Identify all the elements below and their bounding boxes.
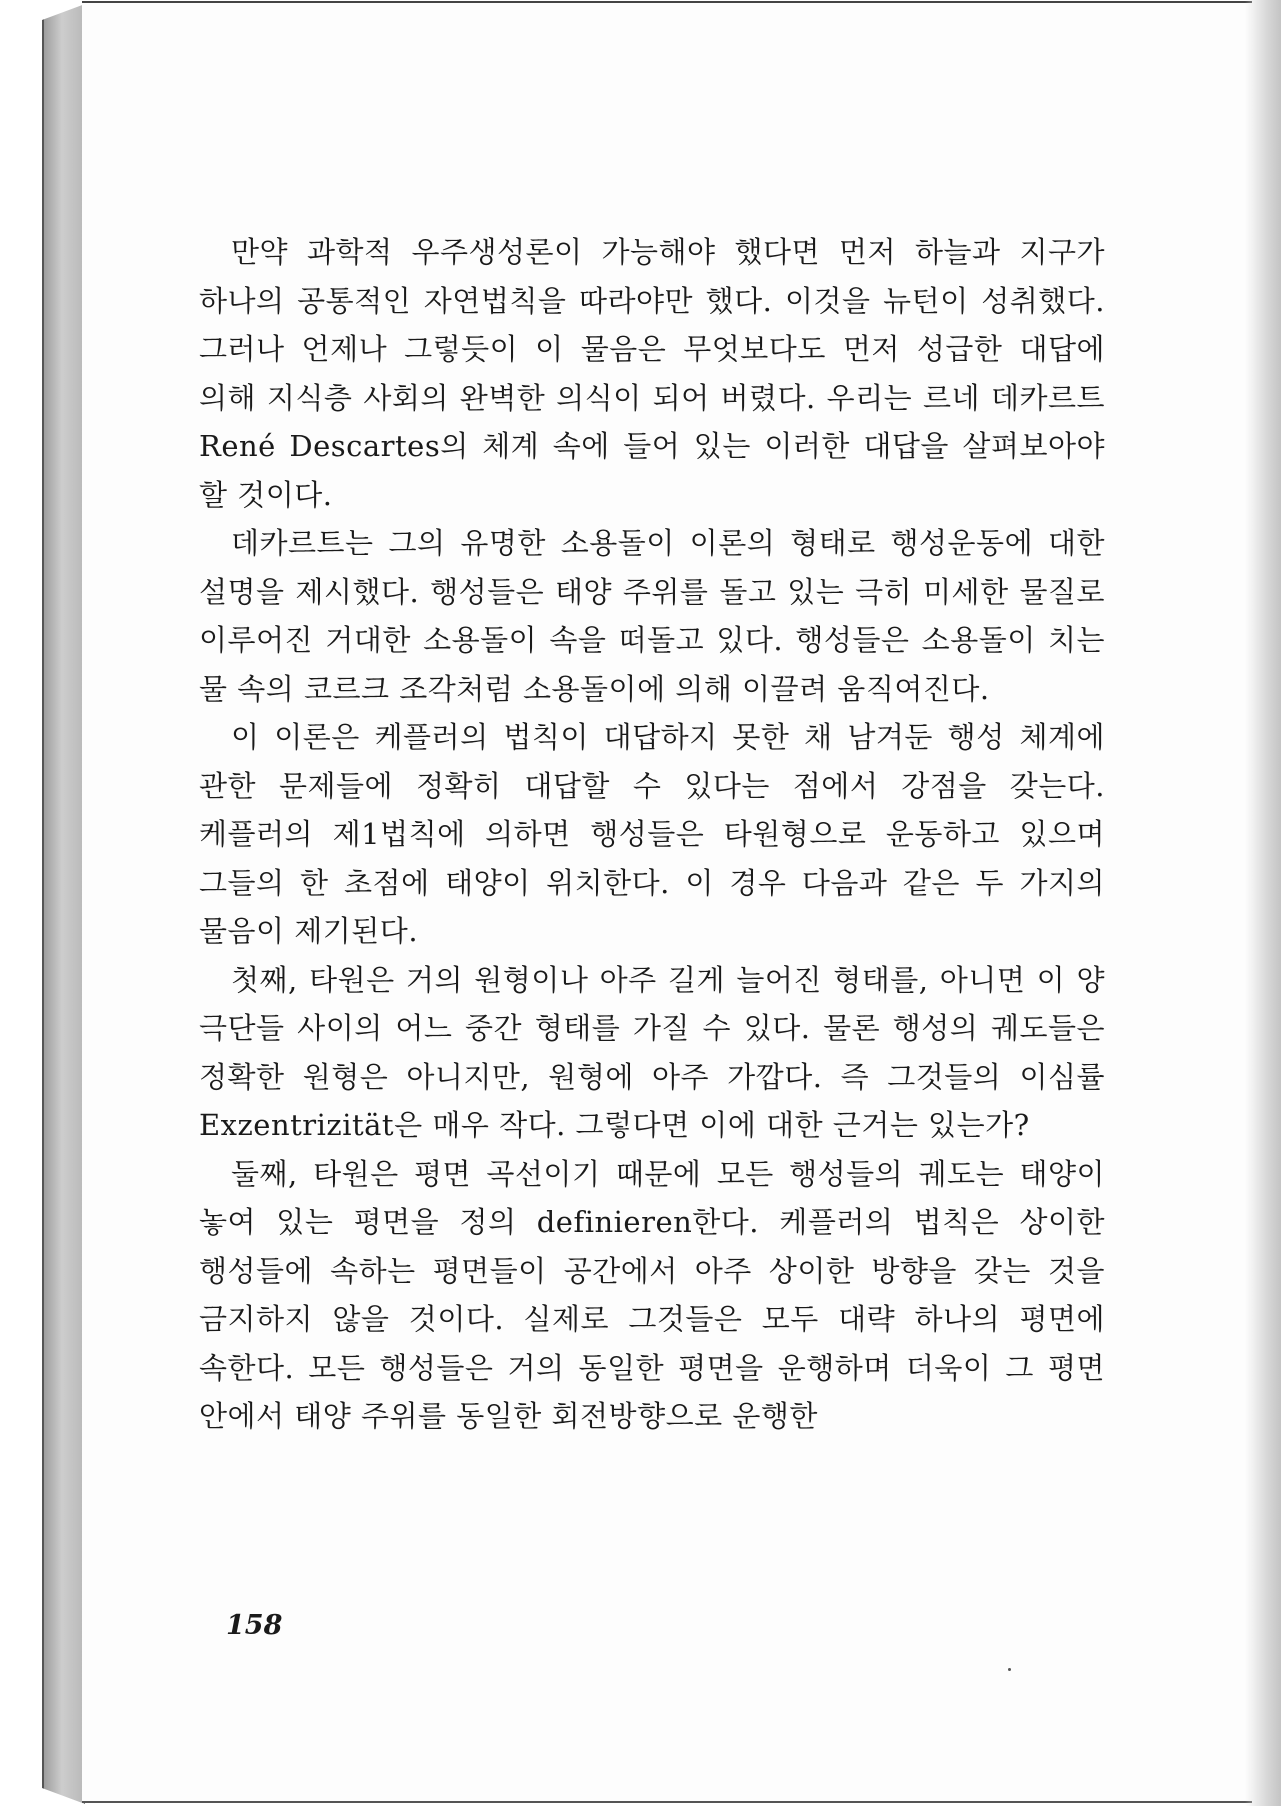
book-spine <box>42 4 85 1804</box>
paragraph-4: 첫째, 타원은 거의 원형이나 아주 길게 늘어진 형태를, 아니면 이 양 극단들 사이의 어느 중간 형태를 가질 수 있다. 물론 행성의 궤도들은 정확한 원형은 아니지만, 원형에 아주 가깝다. 즉 그것들의 이심률 Exzentrizität은 매우 작다. 그렇다면 이에 대한 근거는 있는가? <box>199 962 1105 1142</box>
paragraph-2: 데카르트는 그의 유명한 소용돌이 이론의 형태로 행성운동에 대한 설명을 제시했다. 행성들은 태양 주위를 돌고 있는 극히 미세한 물질로 이루어진 거대한 소용돌이 속을 떠돌고 있다. 행성들은 소용돌이 치는 물 속의 코르크 조각처럼 소용돌이에 의해 이끌려 움직여진다. <box>199 526 1105 706</box>
page-number: 158 <box>226 1610 283 1641</box>
paragraph-5: 둘째, 타원은 평면 곡선이기 때문에 모든 행성들의 궤도는 태양이 놓여 있는 평면을 정의 definieren한다. 케플러의 법칙은 상이한 행성들에 속하는 평면들이 공간에서 아주 상이한 방향을 갖는 것을 금지하지 않을 것이다. 실제로 그것들은 모두 대략 하나의 평면에 속한다. 모든 행성들은 거의 동일한 평면을 운행하며 더욱이 그 평면 안에서 태양 주위를 동일한 회전방향으로 운행한 <box>199 1156 1105 1433</box>
scan-speck <box>1008 1668 1011 1671</box>
paragraph-1: 만약 과학적 우주생성론이 가능해야 했다면 먼저 하늘과 지구가 하나의 공통적인 자연법칙을 따라야만 했다. 이것을 뉴턴이 성취했다. 그러나 언제나 그렇듯이 이 물음은 무엇보다도 먼저 성급한 대답에 의해 지식층 사회의 완벽한 의식이 되어 버렸다. 우리는 르네 데카르트 René Descartes의 체계 속에 들어 있는 이러한 대답을 살펴보아야 할 것이다. <box>199 235 1105 512</box>
paragraph-3: 이 이론은 케플러의 법칙이 대답하지 못한 채 남겨둔 행성 체계에 관한 문제들에 정확히 대답할 수 있다는 점에서 강점을 갖는다. 케플러의 제1법칙에 의하면 행성들은 타원형으로 운동하고 있으며 그들의 한 초점에 태양이 위치한다. 이 경우 다음과 같은 두 가지의 물음이 제기된다. <box>199 720 1105 948</box>
book-bottom-edge <box>82 1801 1252 1803</box>
page-right-shadow <box>1245 0 1281 1806</box>
body-text <box>199 228 1105 1441</box>
